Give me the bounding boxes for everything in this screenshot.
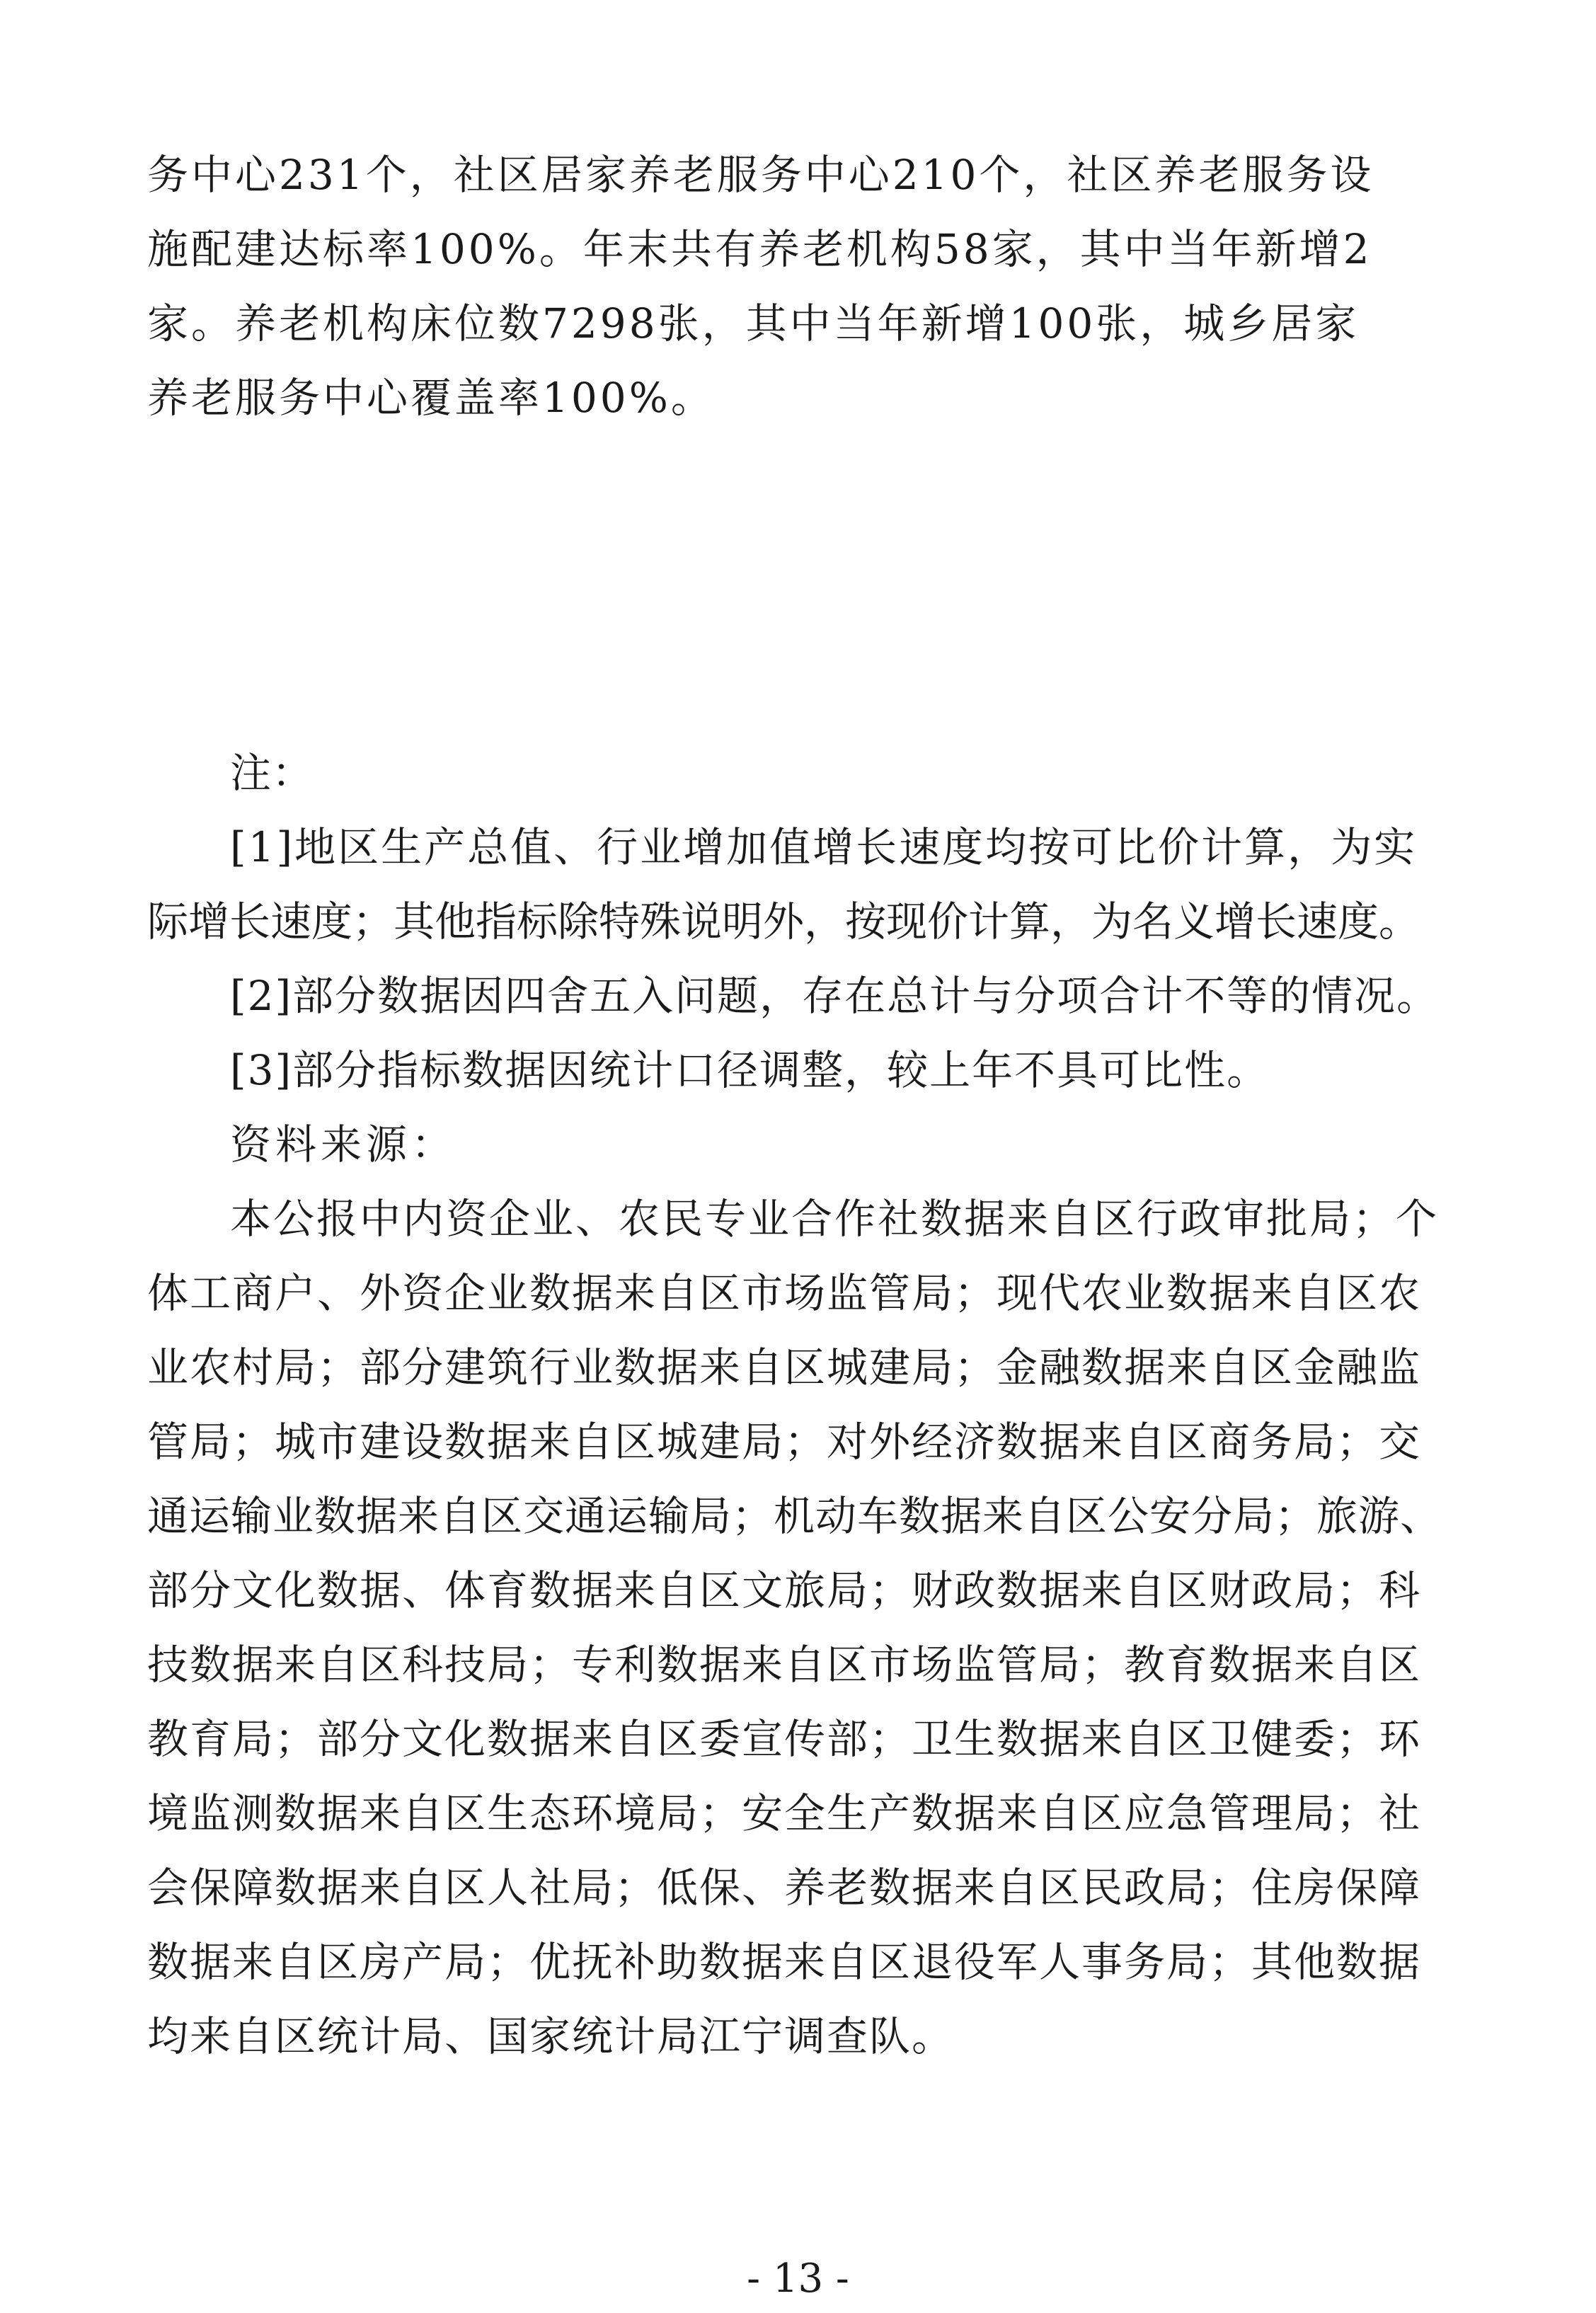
sources-line-8: 教育局；部分文化数据来自区委宣传部；卫生数据来自区卫健委；环: [147, 1715, 1422, 1763]
intro-line-1: 务中心231个，社区居家养老服务中心210个，社区养老服务设: [147, 151, 1374, 199]
sources-line-9: 境监测数据来自区生态环境局；安全生产数据来自区应急管理局；社: [147, 1789, 1422, 1837]
note-1-line-1: [1]地区生产总值、行业增加值增长速度均按可比价计算，为实: [230, 823, 1418, 871]
sources-line-12: 均来自区统计局、国家统计局江宁调查队。: [147, 2012, 955, 2060]
notes-heading: 注：: [230, 749, 314, 797]
sources-line-11: 数据来自区房产局；优抚补助数据来自区退役军人事务局；其他数据: [147, 1938, 1422, 1986]
sources-heading: 资料来源：: [230, 1120, 457, 1169]
note-3: [3]部分指标数据因统计口径调整，较上年不具可比性。: [230, 1046, 1270, 1094]
intro-line-3: 家。养老机构床位数7298张，其中当年新增100张，城乡居家: [147, 299, 1360, 348]
sources-line-6: 部分文化数据、体育数据来自区文旅局；财政数据来自区财政局；科: [147, 1566, 1422, 1614]
note-1-line-2: 际增长速度；其他指标除特殊说明外，按现价计算，为名义增长速度。: [147, 897, 1420, 946]
sources-line-3: 业农村局；部分建筑行业数据来自区城建局；金融数据来自区金融监: [147, 1343, 1422, 1391]
intro-line-2: 施配建达标率100%。年末共有养老机构58家，其中当年新增2: [147, 225, 1372, 273]
note-2: [2]部分数据因四舍五入问题，存在总计与分项合计不等的情况。: [230, 972, 1440, 1020]
sources-line-4: 管局；城市建设数据来自区城建局；对外经济数据来自区商务局；交: [147, 1418, 1422, 1466]
sources-line-1: 本公报中内资企业、农民专业合作社数据来自区行政审批局；个: [230, 1195, 1440, 1243]
sources-line-10: 会保障数据来自区人社局；低保、养老数据来自区民政局；住房保障: [147, 1864, 1422, 1912]
page-number: - 13 -: [747, 2256, 849, 2302]
intro-line-4: 养老服务中心覆盖率100%。: [147, 374, 715, 422]
sources-line-2: 体工商户、外资企业数据来自区市场监管局；现代农业数据来自区农: [147, 1269, 1422, 1317]
sources-line-7: 技数据来自区科技局；专利数据来自区市场监管局；教育数据来自区: [147, 1641, 1422, 1689]
sources-line-5: 通运输业数据来自区交通运输局；机动车数据来自区公安分局；旅游、: [147, 1492, 1442, 1540]
